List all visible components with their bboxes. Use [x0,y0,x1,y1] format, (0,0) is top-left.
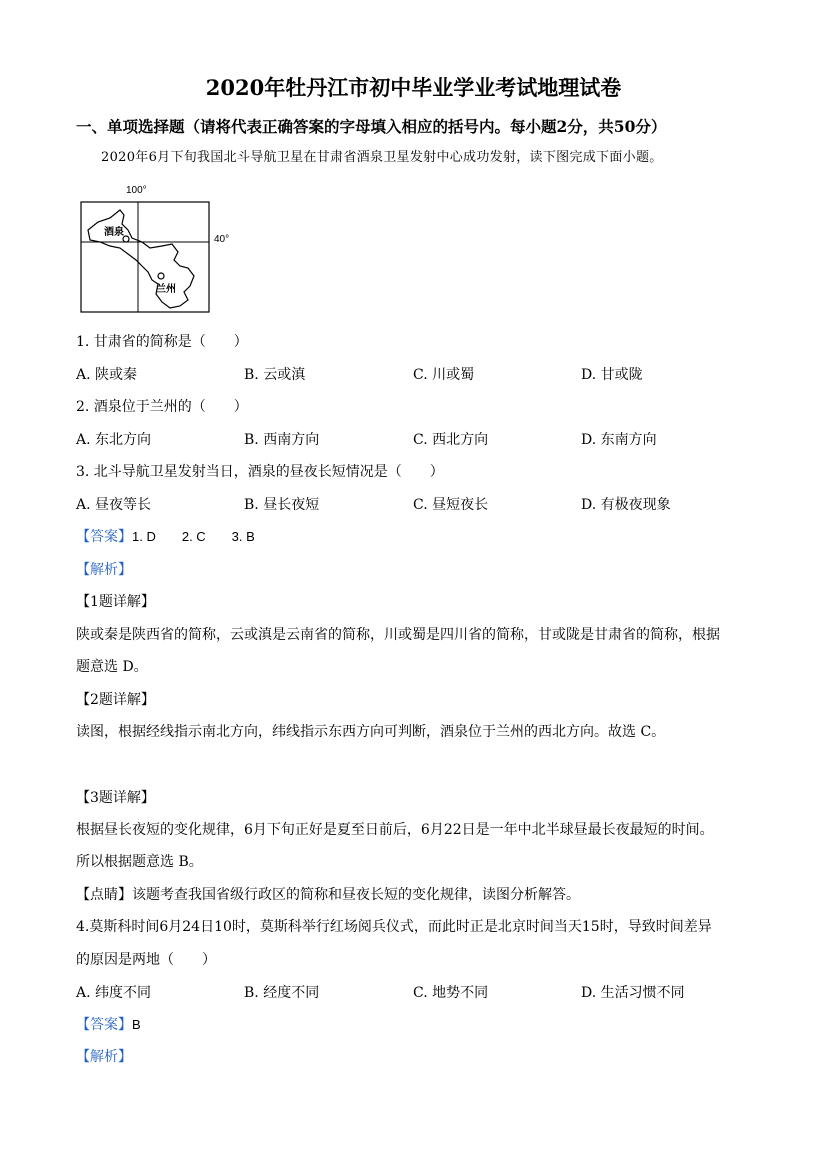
answer-row-2 [76,1014,141,1034]
map-frame [81,202,209,312]
question-4-line-1: 4.莫斯科时间6月24日10时，莫斯科举行红场阅兵仪式，而此时正是北京时间当天15时，导致时间差异 [76,919,712,935]
q4-option-d: D. 生活习惯不同 [581,985,685,1001]
q2-option-d: D. 东南方向 [581,432,657,448]
answer-value-2: B [132,1017,141,1032]
detail-1-line-2: 题意选 D。 [76,659,148,675]
section-heading: 一、单项选择题（请将代表正确答案的字母填入相应的括号内。每小题2分，共50分） [76,117,667,136]
q3-option-c: C. 昼短夜长 [413,497,489,513]
detail-3-line-2: 所以根据题意选 B。 [76,854,203,870]
q3-option-d: D. 有极夜现象 [581,497,671,513]
q1-option-d: D. 甘或陇 [581,367,643,383]
question-4-line-2: 的原因是两地（ ） [76,952,216,968]
gansu-outline [88,210,194,308]
detail-3-line-1: 根据昼长夜短的变化规律，6月下旬正好是夏至日前后，6月22日是一年中北半球昼最长夜最短的时间。 [76,822,714,838]
jiuquan-label: 酒泉 [104,227,124,238]
question-3: 3. 北斗导航卫星发射当日，酒泉的昼夜长短情况是（ ） [76,464,444,480]
answer-value: 1. D 2. C 3. B [132,529,255,544]
q4-option-a: A. 纬度不同 [76,985,152,1001]
answer-row [76,526,255,546]
intro-text: 2020年6月下旬我国北斗导航卫星在甘肃省酒泉卫星发射中心成功发射，读下图完成下面小题。 [101,150,663,165]
detail-2-label: 【2题详解】 [76,692,155,708]
question-1: 1. 甘肃省的简称是（ ） [76,334,248,350]
q3-option-b: B. 昼长夜短 [244,497,320,513]
q2-option-c: C. 西北方向 [413,432,489,448]
page-title: 2020年牡丹江市初中毕业学业考试地理试卷 [205,75,622,100]
q1-option-c: C. 川或蜀 [413,367,475,383]
lanzhou-point [158,273,164,279]
analysis-label: 【解析】 [76,562,132,578]
latitude-label: 40° [214,234,230,245]
comment: 【点睛】该题考查我国省级行政区的简称和昼夜长短的变化规律，读图分析解答。 [76,887,580,903]
q4-option-c: C. 地势不同 [413,985,489,1001]
detail-1-line-1: 陕或秦是陕西省的简称，云或滇是云南省的简称，川或蜀是四川省的简称，甘或陇是甘肃省的简称，根据 [76,627,720,643]
q1-option-b: B. 云或滇 [244,367,306,383]
question-2: 2. 酒泉位于兰州的（ ） [76,399,248,415]
gansu-map [76,180,246,315]
detail-3-label: 【3题详解】 [76,790,155,806]
analysis-label-2: 【解析】 [76,1049,132,1065]
q2-option-b: B. 西南方向 [244,432,320,448]
detail-2-line-1: 读图，根据经线指示南北方向，纬线指示东西方向可判断，酒泉位于兰州的西北方向。故选 C。 [76,724,666,740]
q1-option-a: A. 陕或秦 [76,367,138,383]
lanzhou-label: 兰州 [156,284,176,295]
answer-label: 【答案】 [76,529,132,545]
q3-option-a: A. 昼夜等长 [76,497,152,513]
longitude-label: 100° [126,185,147,196]
answer-label-2: 【答案】 [76,1017,132,1033]
detail-1-label: 【1题详解】 [76,594,155,610]
q2-option-a: A. 东北方向 [76,432,152,448]
q4-option-b: B. 经度不同 [244,985,320,1001]
